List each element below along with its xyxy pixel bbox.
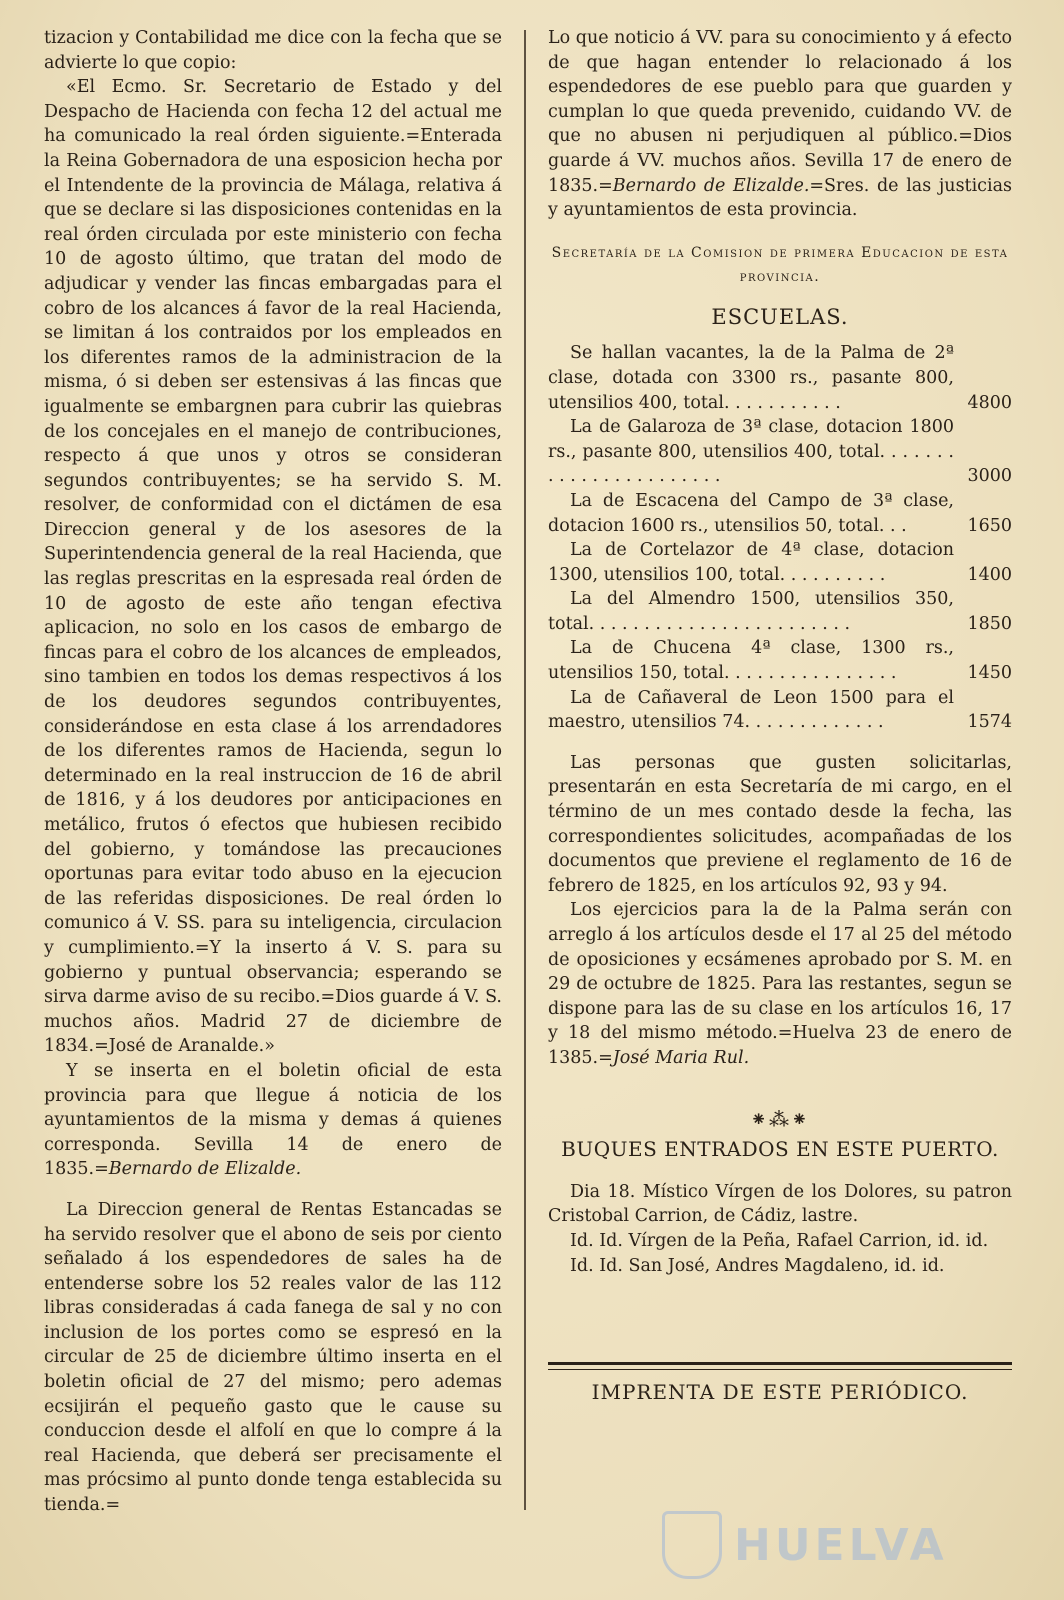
stamp-text: HUELVA [734,1519,948,1571]
spacer [44,1182,502,1198]
escuela-amount: 1450 [967,663,1012,684]
paragraph-rentas-estancadas: La Direccion general de Rentas Estancadas se ha servido resolver que el abono de seis por ciento señalado á los espendedores de sales ha de entenderse sobre los 52 reales valor de las 112 libras consideradas á cada fanega de sal y no con inclusion de los portes como se espresó en la circular de 25 de diciembre último inserta en el boletin oficial de 27 del mismo; pero ademas ecsijirán el pequeño gasto que le cause su conduccion desde el alfolí en que lo compre á la real Hacienda, que deberá ser precisamente el mas prócsimo al punto donde tenga establecida su tienda.= [44,1199,502,1516]
escuela-text: La del Almendro 1500, utensilios 350, total. . . . . . . . . . . . . . . . . . . . . . . . [548,589,954,634]
ejercicios-text: Los ejercicios para la de la Palma serán con arreglo á los artículos desde el 17 al 25 del método de oposiciones y ecsámenes aprobado por S. M. en 29 de octubre de 1825. Para las restantes, segun se dispone para las de su clase en los artículos 16, 17 y 18 del mismo método.=Huelva 23 de enero de 1385.= [548,900,1012,1068]
escuela-text: La de Chucena 4ª clase, 1300 rs., utensilios 150, total. . . . . . . . . . . . . . . . [548,638,954,684]
escuela-amount: 3000 [967,466,1012,487]
noticio-text: Lo que noticio á VV. para su conocimiento y á efecto de que hagan entender lo relacionado á los espendedores de ese pueblo para que guarden y cumplan lo que queda prevenido, cuidando VV. de que no abusen ni perjudiquen al público.=Dios guarde á VV. muchos años. Sevilla 17 de enero de 1835.= [548,28,1012,196]
escuela-entry [548,341,1012,415]
escuela-amount: 1850 [967,613,1012,634]
signature-rul: José Maria Rul. [612,1047,750,1068]
escuela-amount: 4800 [967,392,1012,413]
spacer [548,735,1012,751]
escuela-entry [548,489,1012,538]
coat-of-arms-icon [662,1511,722,1579]
paragraph-insercion [44,1059,502,1182]
escuela-entry [548,686,1012,735]
escuela-entry [548,415,1012,489]
escuela-entry [548,636,1012,685]
signature-elizalde: Bernardo de Elizalde. [108,1159,302,1180]
paragraph-ejercicios [548,898,1012,1070]
secretaria-heading: Secretaría de la Comision de primera Educacion de esta provincia. [551,244,1009,285]
escuela-text: La de Cortelazor de 4ª clase, dotacion 1300, utensilios 100, total. . . . . . . . . . [548,540,954,585]
escuela-amount: 1650 [967,515,1012,536]
library-watermark-stamp [662,1505,982,1585]
buques-title: BUQUES ENTRADOS EN ESTE PUERTO. [561,1137,999,1162]
column-divider [524,30,526,1510]
buque-entry: Dia 18. Místico Vírgen de los Dolores, su patron Cristobal Carrion, de Cádiz, lastre. [548,1181,1012,1227]
right-column [548,26,1012,1405]
escuelas-list [548,341,1012,735]
paragraph-solicitudes: Las personas que gusten solicitarlas, presentarán en esta Secretaría de mi cargo, en el término de un mes contado desde la fecha, las correspondientes solicitudes, acompañadas de los documentos que previene el reglamento de 16 de febrero de 1825, en los artículos 92, 93 y 94. [548,752,1012,896]
buque-entry: Id. Id. San José, Andres Magdaleno, id. id. [570,1255,945,1276]
escuela-text: Se hallan vacantes, la de la Palma de 2ª clase, dotada con 3300 rs., pasante 800, utensilios 400, total. . . . . . . . . . . [548,343,954,413]
escuela-amount: 1574 [967,712,1012,733]
escuela-text: La de Galaroza de 3ª clase, dotacion 1800 rs., pasante 800, utensilios 400, total. . . . . . . . . . . . . . . . . . . . . . . [548,417,954,487]
left-column [44,26,502,1518]
double-rule [548,1362,1012,1370]
paragraph-real-orden: «El Ecmo. Sr. Secretario de Estado y del Despacho de Hacienda con fecha 12 del actual me ha comunicado la real órden siguiente.=Enterada la Reina Gobernadora de una esposicion hecha por el Intendente de la provincia de Málaga, relativa á que se declare si las disposiciones contenidas en la real órden circulada por este ministerio con fecha 10 de agosto último, que tratan del modo de adjudicar y vender las fincas embargadas para el cobro de los alcances á favor de la real Hacienda, se limitan á los contraidos por los empleados en los diferentes ramos de la administracion de la misma, ó si deben ser estensivas á las fincas que igualmente se embargnen para cubrir las quiebras de los concejales en el manejo de contribuciones, respecto á que unos y otros se consideran segundos contribuyentes; se ha servido S. M. resolver, de conformidad con el dictámen de esa Direccion general y de los asesores de la Superintendencia general de la real Hacienda, que las reglas prescritas en la espresada real órden de 10 de agosto de este año tengan efectiva aplicacion, no solo en los casos de embargo de fincas para el cobro de los alcances de empleados, sino tambien en todos los demas respectivos á los de los deudores segundos contribuyentes, considerándose en esta clase á los arrendadores de los diferentes ramos de Hacienda, segun lo determinado en la real instruccion de 16 de abril de 1816, y á los deudores por anticipaciones en metálico, frutos ó efectos que hubiesen recibido del gobierno, y tomándose las precauciones oportunas para evitar todo abuso en la ejecucion de las referidas disposiciones. De real órden lo comunico á V. SS. para su inteligencia, circulacion y cumplimiento.=Y la inserto á V. S. para su gobierno y puntual observancia; esperando se sirva darme aviso de su recibo.=Dios guarde á V. S. muchos años. Madrid 27 de diciembre de 1834.=José de Aranalde.» [44,77,502,1057]
escuelas-title: ESCUELAS. [711,304,849,329]
signature-elizalde-2: Bernardo de Elizalde. [612,175,810,196]
buque-entry: Id. Id. Vírgen de la Peña, Rafael Carrion, id. id. [570,1230,989,1251]
imprenta-footer: IMPRENTA DE ESTE PERIÓDICO. [591,1380,969,1405]
ornament-divider: ⁕⁂⁕ [750,1106,810,1131]
escuela-entry [548,538,1012,587]
escuela-text: La de Escacena del Campo de 3ª clase, dotacion 1600 rs., utensilios 50, total. . . [548,490,954,536]
escuela-text: La de Cañaveral de Leon 1500 para el maestro, utensilios 74. . . . . . . . . . . . . [548,687,954,733]
paragraph-noticio [548,26,1012,223]
insercion-text: Y se inserta en el boletin oficial de esta provincia para que llegue á noticia de los ayuntamientos de la misma y demas á quienes corresponda. Sevilla 14 de enero de 1835.= [44,1060,502,1180]
escuela-entry [548,587,1012,636]
escuela-amount: 1400 [967,564,1012,585]
noticio-tail: =Sres. de las justicias y ayuntamientos de esta provincia. [548,175,1012,221]
paragraph-intro: tizacion y Contabilidad me dice con la fecha que se advierte lo que copio: [44,28,502,73]
